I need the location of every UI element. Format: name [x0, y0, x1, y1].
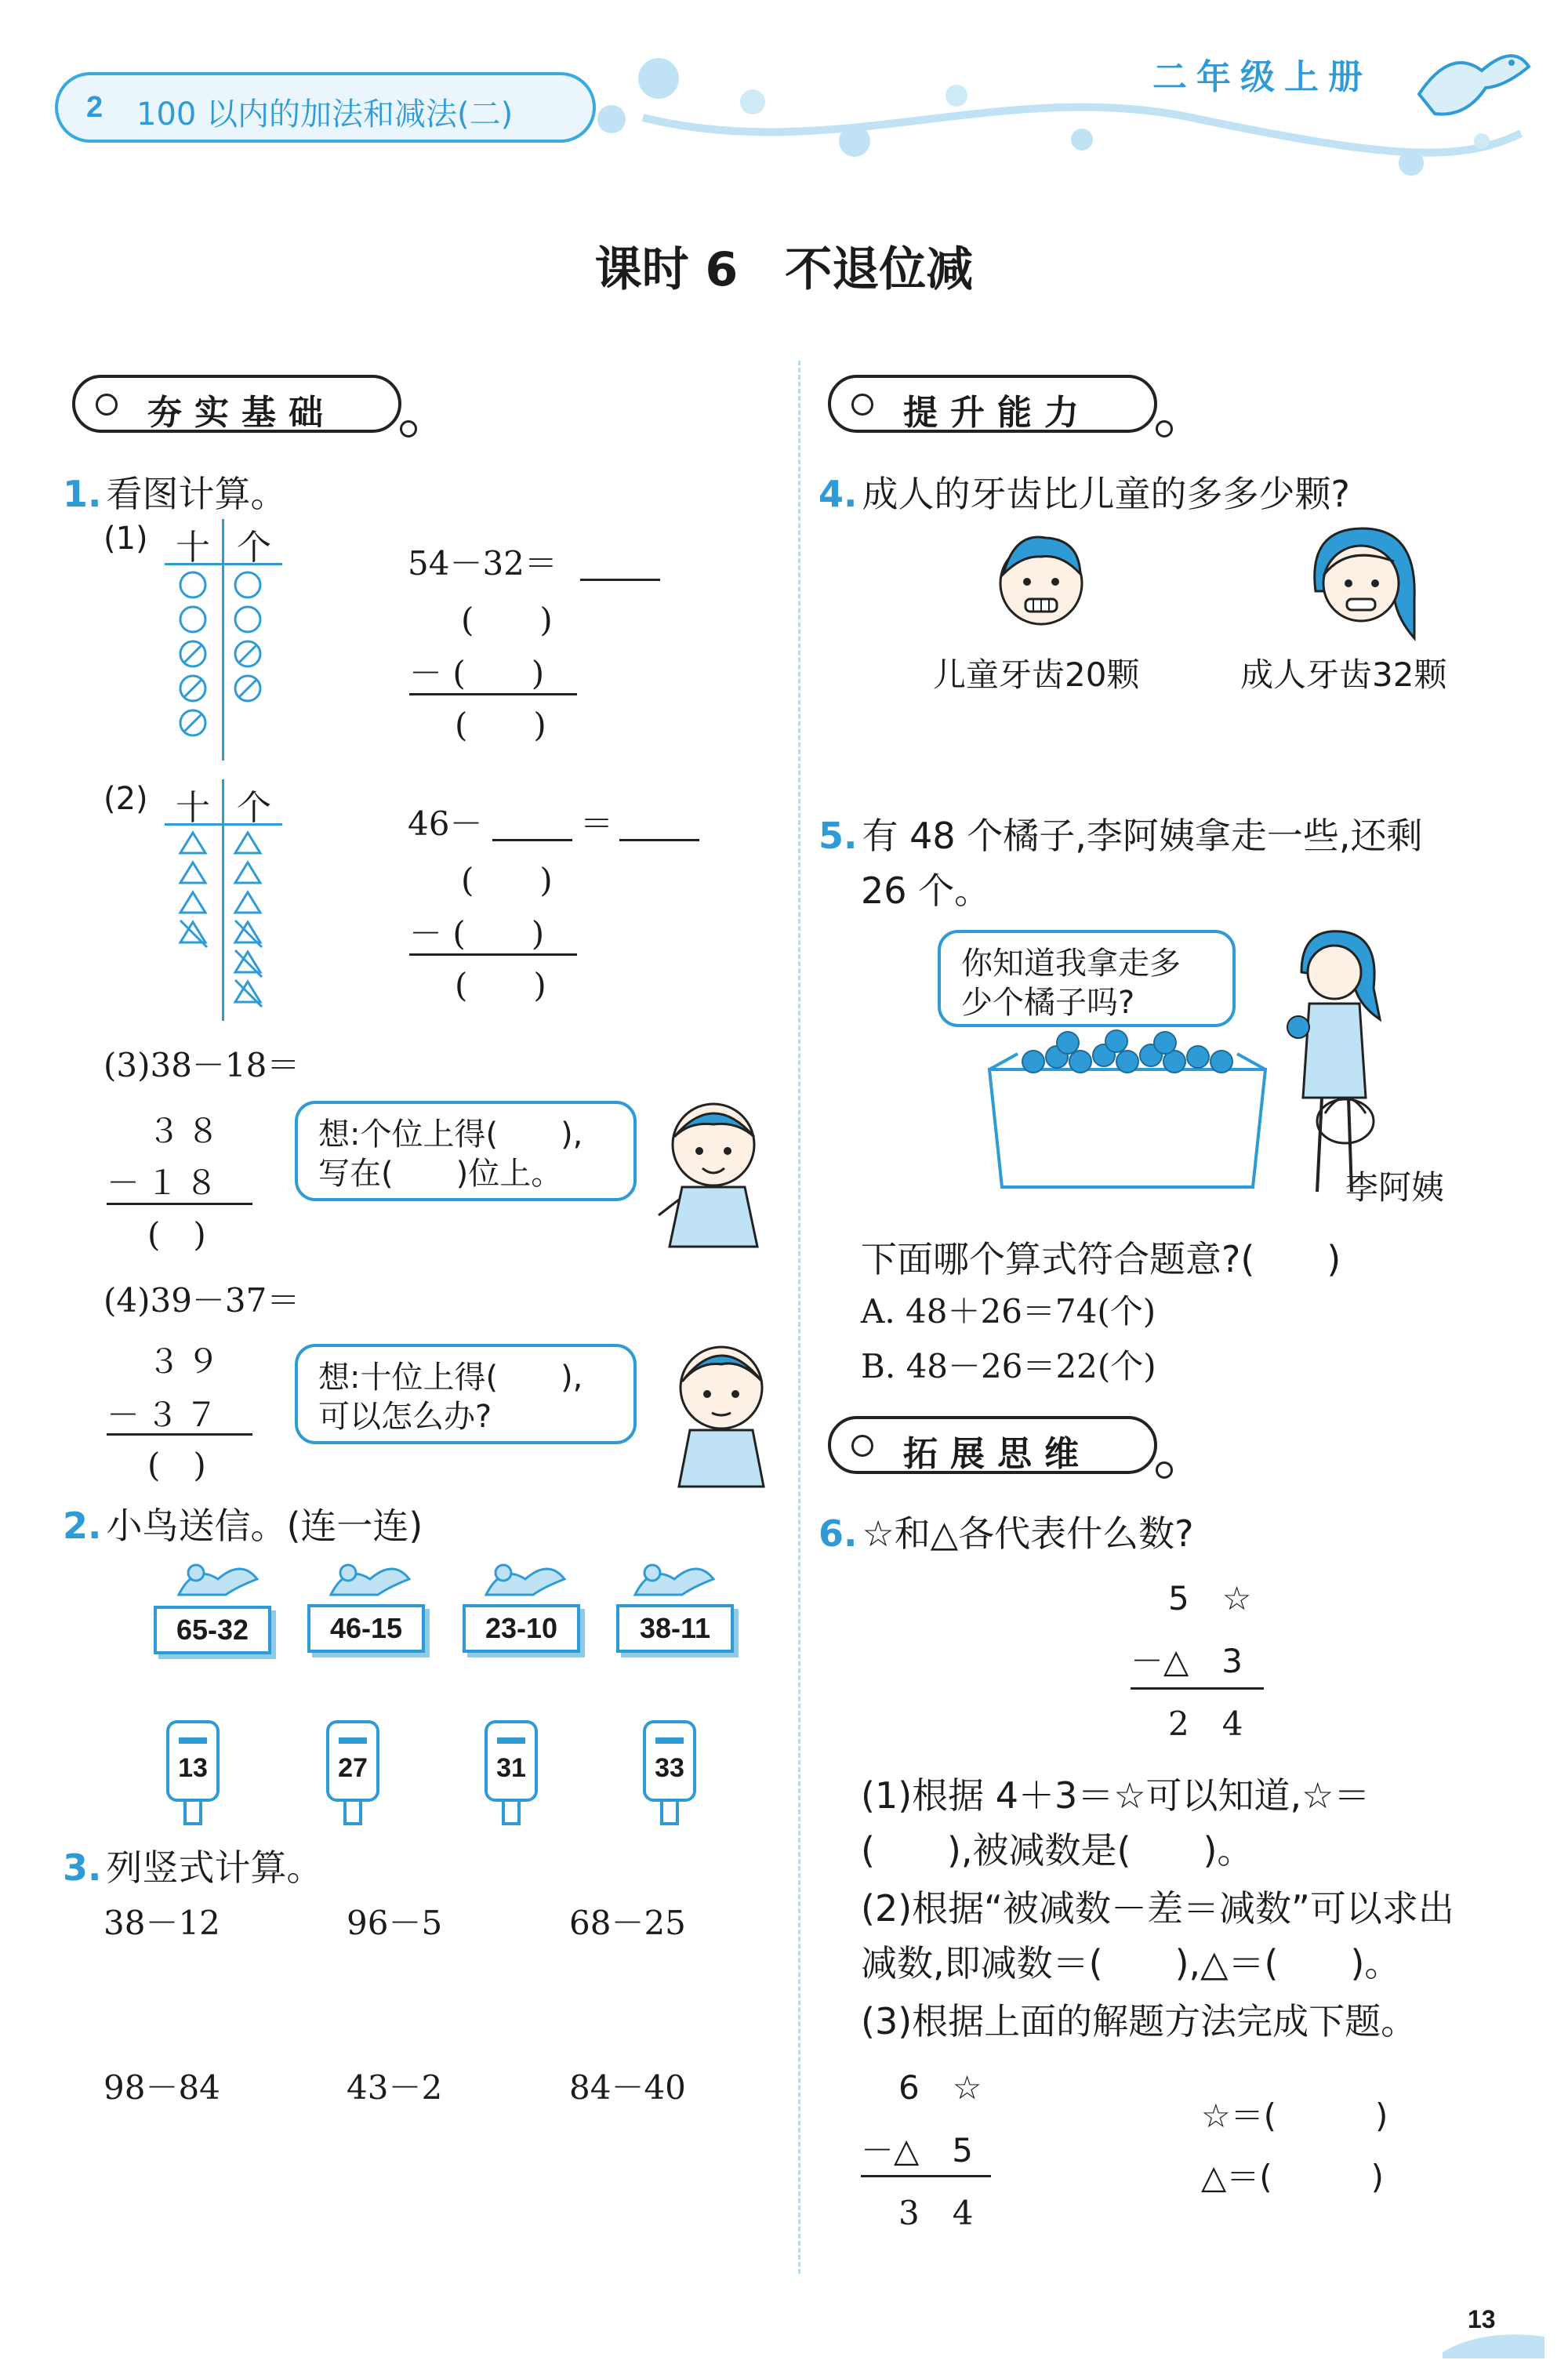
- q5-title-line2: 26 个。: [861, 870, 991, 912]
- q1-p4-top: ３９: [147, 1342, 227, 1381]
- letter-card-1[interactable]: 65-32: [154, 1606, 271, 1654]
- q1-p3-hint-bubble: [295, 1101, 637, 1201]
- q1-p2-eq-equals: ＝: [580, 804, 614, 843]
- q1-p4-hint-line1: 想:十位上得( ),: [318, 1360, 583, 1396]
- q6-v2-result: 3 4: [898, 2194, 974, 2232]
- unit-header: [55, 72, 596, 143]
- q5-speech-line2: 少个橘子吗?: [961, 985, 1135, 1021]
- girl-thinking-illustration: [643, 1090, 784, 1254]
- q1-p3-equation: (3)38－18＝: [103, 1046, 300, 1084]
- q4-title: 成人的牙齿比儿童的多多少颗?: [862, 473, 1350, 515]
- q1-p3-mid: －１８: [107, 1164, 225, 1202]
- q1-p1-line3[interactable]: ( ): [455, 706, 546, 744]
- mailbox-2[interactable]: [321, 1709, 384, 1827]
- boy-thinking-illustration: [655, 1333, 789, 1490]
- q6-v1-sum-line: [1131, 1687, 1264, 1690]
- letter-card-2[interactable]: 46-15: [307, 1604, 425, 1653]
- q1-p1-label: (1): [103, 521, 148, 557]
- q1-p4-hint-line2: 可以怎么办?: [318, 1399, 492, 1435]
- q1-p1-ones-head: 个: [237, 528, 271, 568]
- letter-card-3[interactable]: 23-10: [463, 1604, 580, 1653]
- q1-title: 看图计算。: [106, 473, 287, 515]
- adult-face-illustration: [1300, 521, 1425, 646]
- mailbox-3[interactable]: [480, 1709, 543, 1827]
- section-ability-badge: [828, 375, 1157, 433]
- q3-title: 列竖式计算。: [106, 1846, 323, 1889]
- q1-p2-sum-line: [409, 953, 577, 956]
- q6-number: 6.: [818, 1512, 858, 1555]
- q6-step1-line1: (1)根据 4＋3＝☆可以知道,☆＝: [861, 1774, 1370, 1817]
- q1-p2-subtrahend-blank[interactable]: [492, 839, 572, 841]
- section-extend-badge: [828, 1416, 1157, 1474]
- q6-v2-mid: －△ 5: [861, 2131, 974, 2169]
- q1-p1-line2[interactable]: － ( ): [409, 654, 545, 692]
- q5-heading: [818, 808, 1423, 859]
- q1-p3-hint-line1: 想:个位上得( ),: [318, 1116, 583, 1153]
- q6-step1-line2[interactable]: ( ),被减数是( )。: [861, 1829, 1254, 1872]
- q1-p1-tens-head: 十: [176, 528, 210, 568]
- mailbox-2-number: 27: [338, 1753, 368, 1783]
- bird-icon: [478, 1556, 572, 1603]
- q1-p4-result[interactable]: ( ): [147, 1446, 206, 1484]
- q1-p3-result[interactable]: ( ): [147, 1215, 206, 1254]
- child-face-illustration: [991, 527, 1093, 637]
- q1-p2-counters: [166, 830, 284, 1026]
- section-basic-label: 夯实基础: [147, 393, 336, 433]
- q4-adult-caption: 成人牙齿32颗: [1240, 655, 1447, 694]
- q3-heading: [63, 1839, 322, 1891]
- lesson-title: 课时 6 不退位减: [594, 242, 974, 297]
- mailbox-1[interactable]: [162, 1709, 224, 1827]
- q1-p2-label: (2): [103, 781, 148, 817]
- section-basic-badge: [72, 375, 401, 433]
- q6-step3: (3)根据上面的解题方法完成下题。: [861, 2000, 1417, 2042]
- bird-icon: [171, 1556, 265, 1603]
- q5-ask[interactable]: 下面哪个算式符合题意?( ): [861, 1238, 1341, 1280]
- q6-v1-result: 2 4: [1168, 1705, 1243, 1743]
- column-divider: [798, 361, 800, 2274]
- q1-p1-answer-blank[interactable]: [580, 579, 660, 581]
- q1-p2-eq-start: 46－: [408, 804, 483, 843]
- q1-p4-mid: －３７: [107, 1396, 225, 1434]
- bird-icon: [323, 1556, 417, 1603]
- unit-title: 100 以内的加法和减法(二): [136, 96, 514, 133]
- q6-title: ☆和△各代表什么数?: [862, 1512, 1194, 1555]
- letter-card-4[interactable]: 38-11: [616, 1604, 734, 1653]
- q1-p4-hint-bubble: [295, 1344, 637, 1444]
- q3-number: 3.: [63, 1846, 102, 1889]
- q3-item-3: 68－25: [569, 1904, 686, 1942]
- q4-heading: [818, 466, 1350, 517]
- q1-p2-line3[interactable]: ( ): [455, 966, 546, 1004]
- q1-p2-answer-blank[interactable]: [619, 839, 699, 841]
- section-ability-label: 提升能力: [903, 393, 1091, 433]
- q1-number: 1.: [63, 473, 102, 515]
- q1-p1-sum-line: [409, 693, 577, 695]
- q5-speech-bubble: [938, 930, 1236, 1027]
- q3-item-4: 98－84: [103, 2068, 220, 2107]
- mailbox-1-number: 13: [178, 1753, 208, 1783]
- q2-title: 小鸟送信。(连一连): [106, 1505, 423, 1547]
- q1-p2-ones-head: 个: [237, 788, 271, 828]
- mailbox-3-number: 31: [496, 1753, 526, 1783]
- q5-speech-line1: 你知道我拿走多: [961, 946, 1181, 982]
- orange-stand-illustration: [986, 1022, 1269, 1195]
- page-number: 13: [1468, 2305, 1496, 2333]
- q6-step2-line2[interactable]: 减数,即减数＝( ),△＝( )。: [861, 1942, 1401, 1984]
- q1-p1-equation: 54－32＝: [408, 544, 557, 583]
- q1-heading: [63, 466, 286, 517]
- unit-number: 2: [86, 91, 103, 124]
- q1-p3-hint-line2: 写在( )位上。: [318, 1156, 563, 1192]
- q3-item-6: 84－40: [569, 2068, 686, 2107]
- book-corner-icon: [1435, 2321, 1552, 2360]
- q5-title-line1: 有 48 个橘子,李阿姨拿走一些,还剩: [862, 815, 1423, 857]
- q4-child-caption: 儿童牙齿20颗: [933, 655, 1140, 694]
- q2-number: 2.: [63, 1505, 102, 1547]
- q1-p4-equation: (4)39－37＝: [103, 1281, 300, 1320]
- grade-label: 二年级上册: [1152, 57, 1372, 97]
- bird-icon: [627, 1556, 721, 1603]
- q1-p2-tens-head: 十: [176, 788, 210, 828]
- q1-p4-sum-line: [107, 1433, 252, 1436]
- q3-item-2: 96－5: [347, 1904, 443, 1942]
- q5-number: 5.: [818, 815, 858, 857]
- q6-heading: [818, 1505, 1194, 1557]
- q1-p3-sum-line: [107, 1203, 252, 1205]
- q6-star-answer[interactable]: ☆＝( ): [1201, 2097, 1388, 2135]
- q1-p1-line1[interactable]: ( ): [461, 601, 553, 639]
- q6-v1-top: 5 ☆: [1168, 1579, 1252, 1618]
- q1-p2-line2[interactable]: － ( ): [409, 914, 545, 953]
- mailbox-4-number: 33: [655, 1753, 684, 1783]
- q6-step2-line1: (2)根据“被减数－差＝减数”可以求出: [861, 1887, 1454, 1930]
- section-extend-label: 拓展思维: [903, 1434, 1091, 1474]
- q1-p1-counters: [166, 569, 284, 757]
- q4-number: 4.: [818, 473, 858, 515]
- q2-heading: [63, 1498, 423, 1549]
- q5-option-b[interactable]: B. 48－26＝22(个): [861, 1347, 1156, 1385]
- q6-v1-mid: －△ 3: [1131, 1642, 1243, 1680]
- q6-triangle-answer[interactable]: △＝( ): [1201, 2158, 1385, 2196]
- aunt-li-name: 李阿姨: [1345, 1168, 1445, 1207]
- q1-p2-line1[interactable]: ( ): [461, 861, 553, 899]
- q6-v2-sum-line: [861, 2175, 991, 2177]
- q1-p3-top: ３８: [147, 1112, 227, 1150]
- q3-item-5: 43－2: [347, 2068, 443, 2107]
- q5-option-a[interactable]: A. 48＋26＝74(个): [861, 1292, 1156, 1331]
- mailbox-4[interactable]: [638, 1709, 701, 1827]
- bird-logo-icon: [1411, 39, 1537, 125]
- q6-v2-top: 6 ☆: [898, 2068, 982, 2107]
- q3-item-1: 38－12: [103, 1904, 220, 1942]
